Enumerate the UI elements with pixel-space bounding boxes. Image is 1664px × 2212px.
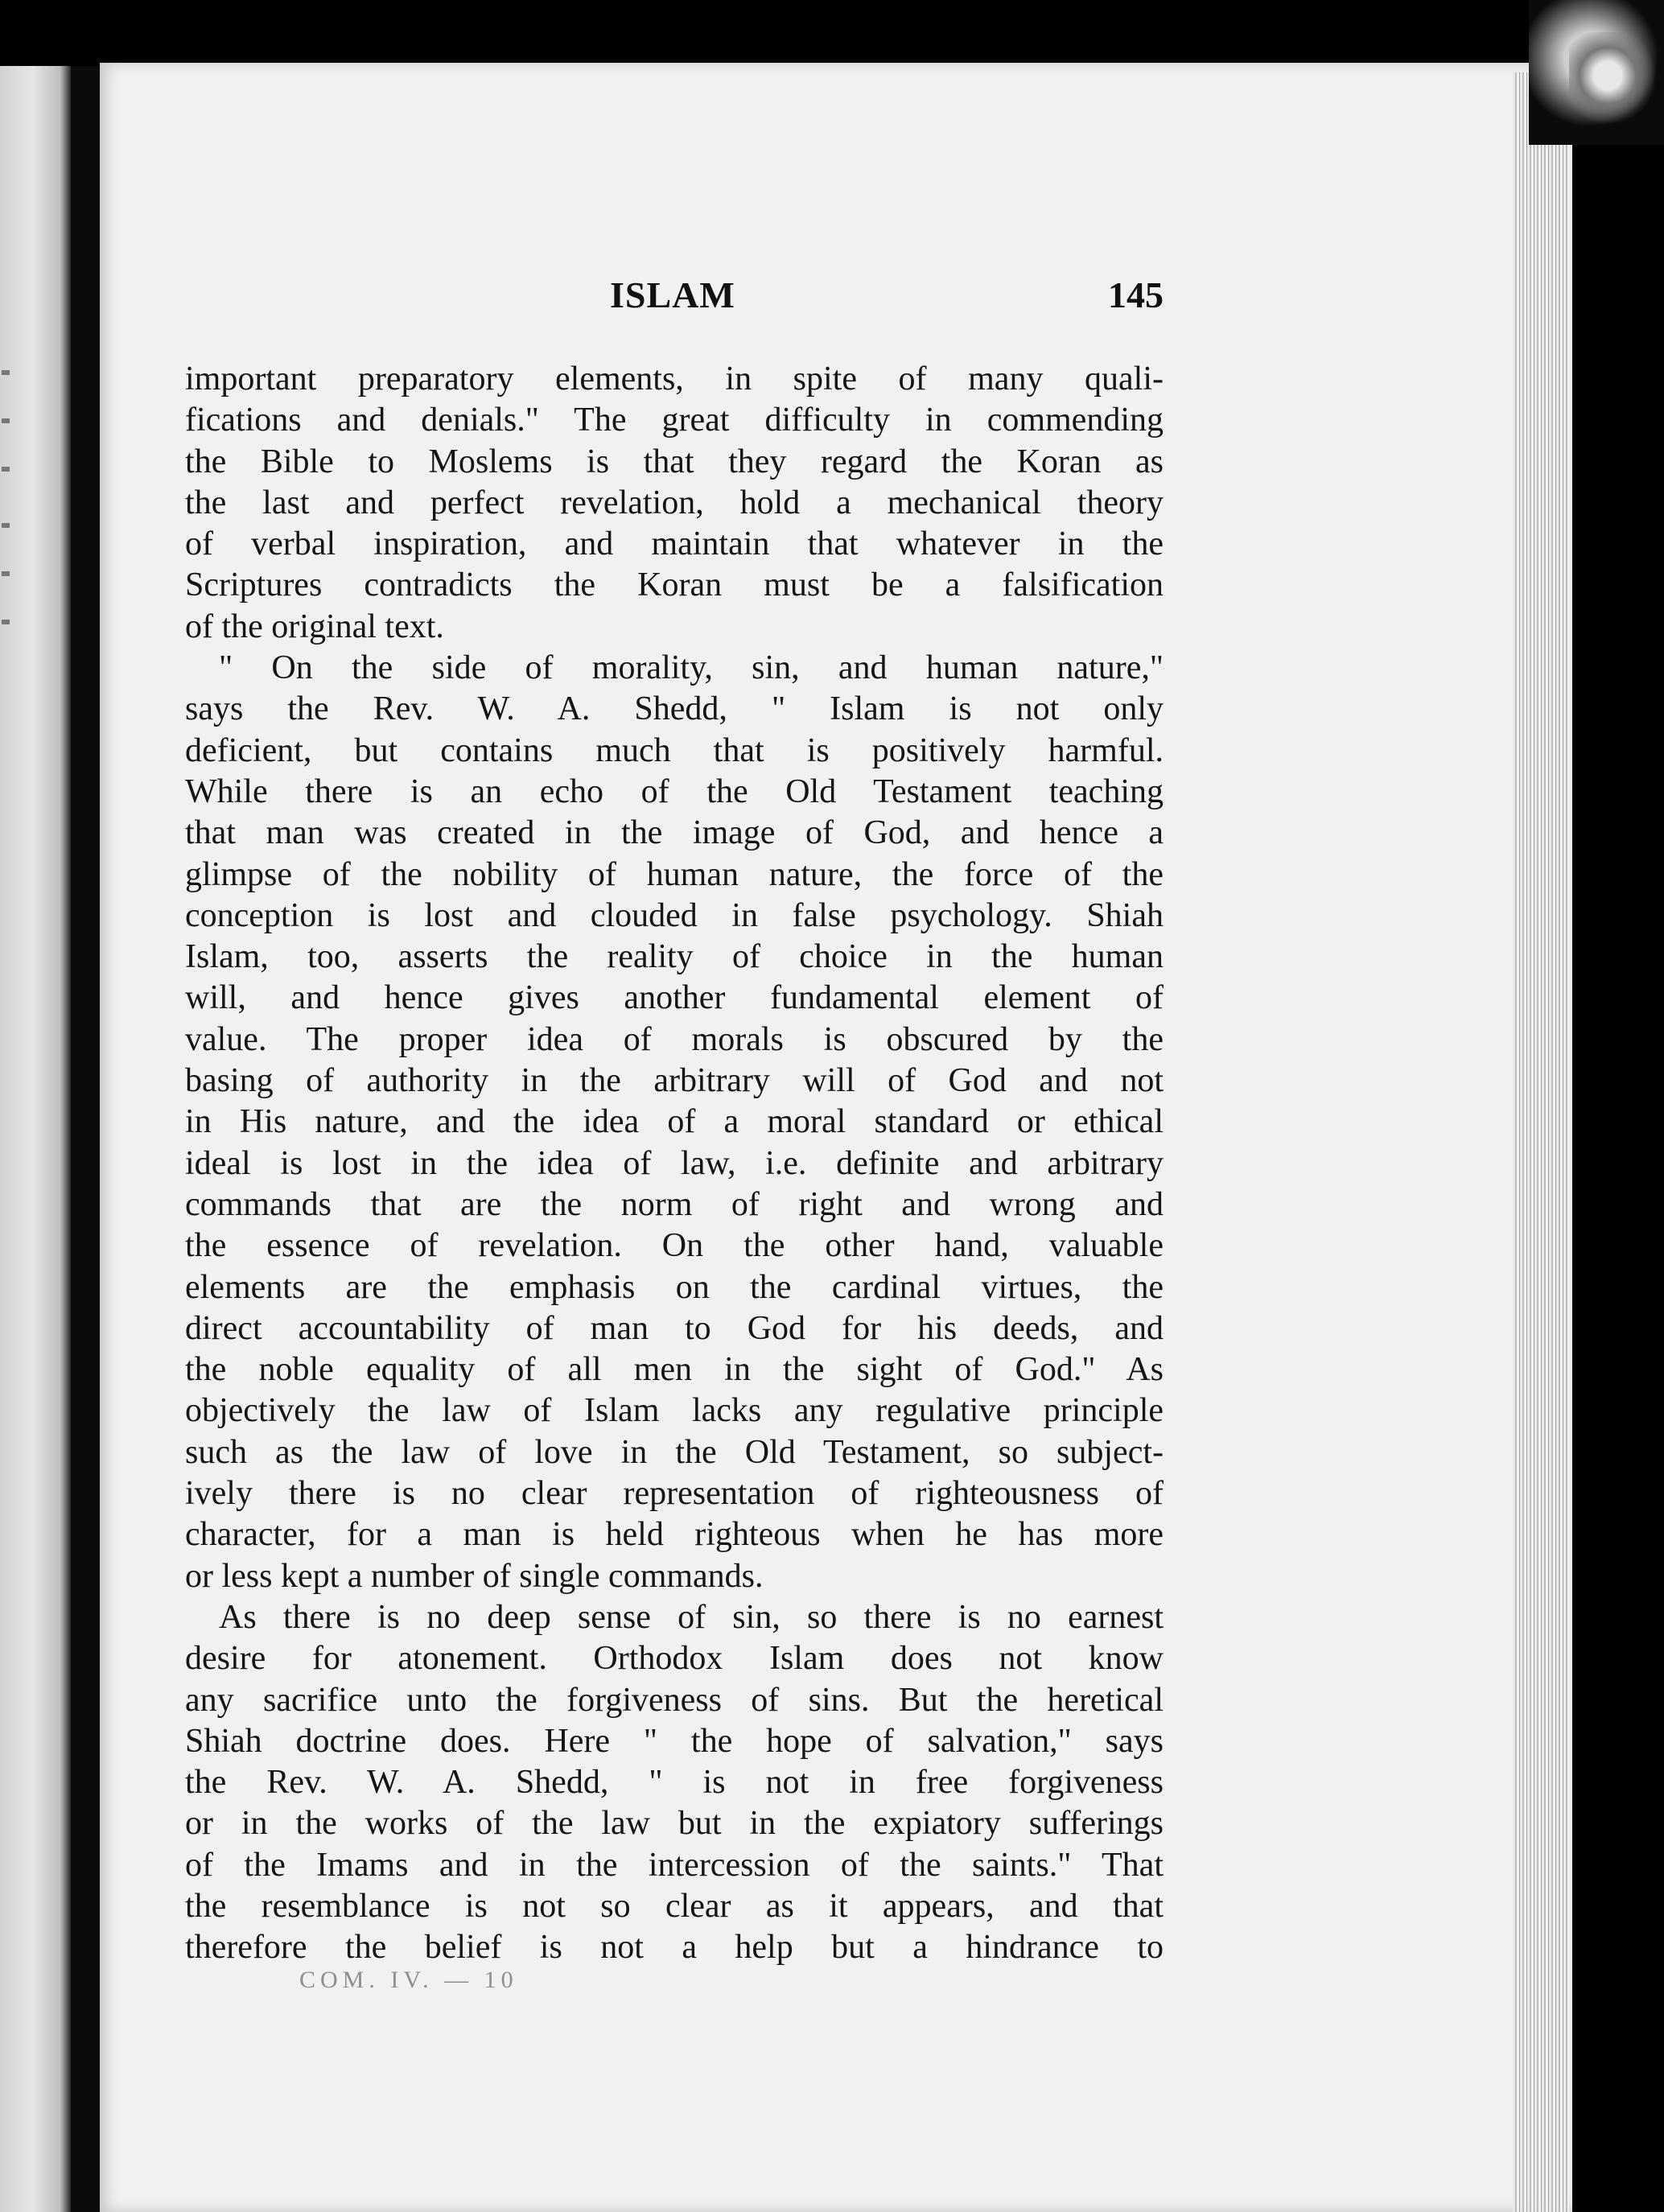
text-line: the last and perfect revelation, hold a mechanical theory bbox=[185, 484, 1164, 521]
text-line: the Rev. W. A. Shedd, " is not in free forgiveness bbox=[185, 1764, 1164, 1802]
text-line: objectively the law of Islam lacks any regulative principle bbox=[185, 1392, 1164, 1430]
page-edge-stack bbox=[1513, 72, 1569, 2212]
text-line: of the original text. bbox=[185, 608, 444, 645]
text-line: fications and denials." The great difficulty in commending bbox=[185, 402, 1164, 439]
running-head: ISLAM bbox=[610, 274, 735, 315]
text-line: desire for atonement. Orthodox Islam does not know bbox=[185, 1640, 1164, 1678]
signature-mark: COM. IV. — 10 bbox=[299, 1967, 518, 1993]
text-line: will, and hence gives another fundamental element of bbox=[185, 979, 1164, 1017]
torn-corner-fragment bbox=[1569, 32, 1664, 129]
text-line: important preparatory elements, in spite of many quali- bbox=[185, 360, 1164, 398]
text-line: the essence of revelation. On the other hand, valuable bbox=[185, 1227, 1164, 1265]
text-line: ively there is no clear representation of righteousness of bbox=[185, 1475, 1164, 1513]
text-line: the noble equality of all men in the sight of God." As bbox=[185, 1351, 1164, 1389]
page-header bbox=[185, 274, 1164, 322]
text-line: Islam, too, asserts the reality of choice in the human bbox=[185, 938, 1164, 976]
text-line: that man was created in the image of God, and hence a bbox=[185, 814, 1164, 852]
text-line: in His nature, and the idea of a moral standard or ethical bbox=[185, 1103, 1164, 1141]
text-line: commands that are the norm of right and wrong and bbox=[185, 1185, 1164, 1223]
text-line: value. The proper idea of morals is obscured by the bbox=[185, 1020, 1164, 1058]
text-line: the Bible to Moslems is that they regard the Koran as bbox=[185, 443, 1164, 480]
book-gutter bbox=[71, 66, 100, 2212]
text-line: elements are the emphasis on the cardinal virtues, the bbox=[185, 1268, 1164, 1306]
text-line: of verbal inspiration, and maintain that whatever in the bbox=[185, 525, 1164, 563]
text-line: deficient, but contains much that is positively harmful. bbox=[185, 731, 1164, 769]
text-line: says the Rev. W. A. Shedd, " Islam is not only bbox=[185, 690, 1164, 728]
text-line: basing of authority in the arbitrary will of God and not bbox=[185, 1062, 1164, 1100]
text-line: ideal is lost in the idea of law, i.e. definite and arbitrary bbox=[185, 1144, 1164, 1182]
text-line: conception is lost and clouded in false psychology. Shiah bbox=[185, 896, 1164, 934]
text-line: or in the works of the law but in the expiatory sufferings bbox=[185, 1805, 1164, 1843]
page-number: 145 bbox=[1108, 274, 1164, 315]
text-line: glimpse of the nobility of human nature, the force of the bbox=[185, 855, 1164, 893]
text-line: direct accountability of man to God for his deeds, and bbox=[185, 1309, 1164, 1347]
left-margin-marks bbox=[0, 370, 11, 628]
text-line: While there is an echo of the Old Testament teaching bbox=[185, 772, 1164, 810]
text-line: Shiah doctrine does. Here " the hope of salvation," says bbox=[185, 1722, 1164, 1760]
text-line: character, for a man is held righteous when he has more bbox=[185, 1516, 1164, 1554]
text-line: of the Imams and in the intercession of the saints." That bbox=[185, 1846, 1164, 1884]
text-line: or less kept a number of single commands. bbox=[185, 1557, 764, 1595]
text-line: Scriptures contradicts the Koran must be a falsification bbox=[185, 566, 1164, 604]
text-line: therefore the belief is not a help but a hindrance to bbox=[185, 1929, 1164, 1967]
text-line: any sacrifice unto the forgiveness of sins. But the heretical bbox=[185, 1681, 1164, 1719]
body-text bbox=[185, 359, 1164, 1969]
text-line: " On the side of morality, sin, and human nature," bbox=[219, 649, 1164, 687]
text-line: such as the law of love in the Old Testament, so subject- bbox=[185, 1433, 1164, 1471]
text-line: As there is no deep sense of sin, so there is no earnest bbox=[219, 1598, 1164, 1636]
text-line: the resemblance is not so clear as it appears, and that bbox=[185, 1887, 1164, 1925]
